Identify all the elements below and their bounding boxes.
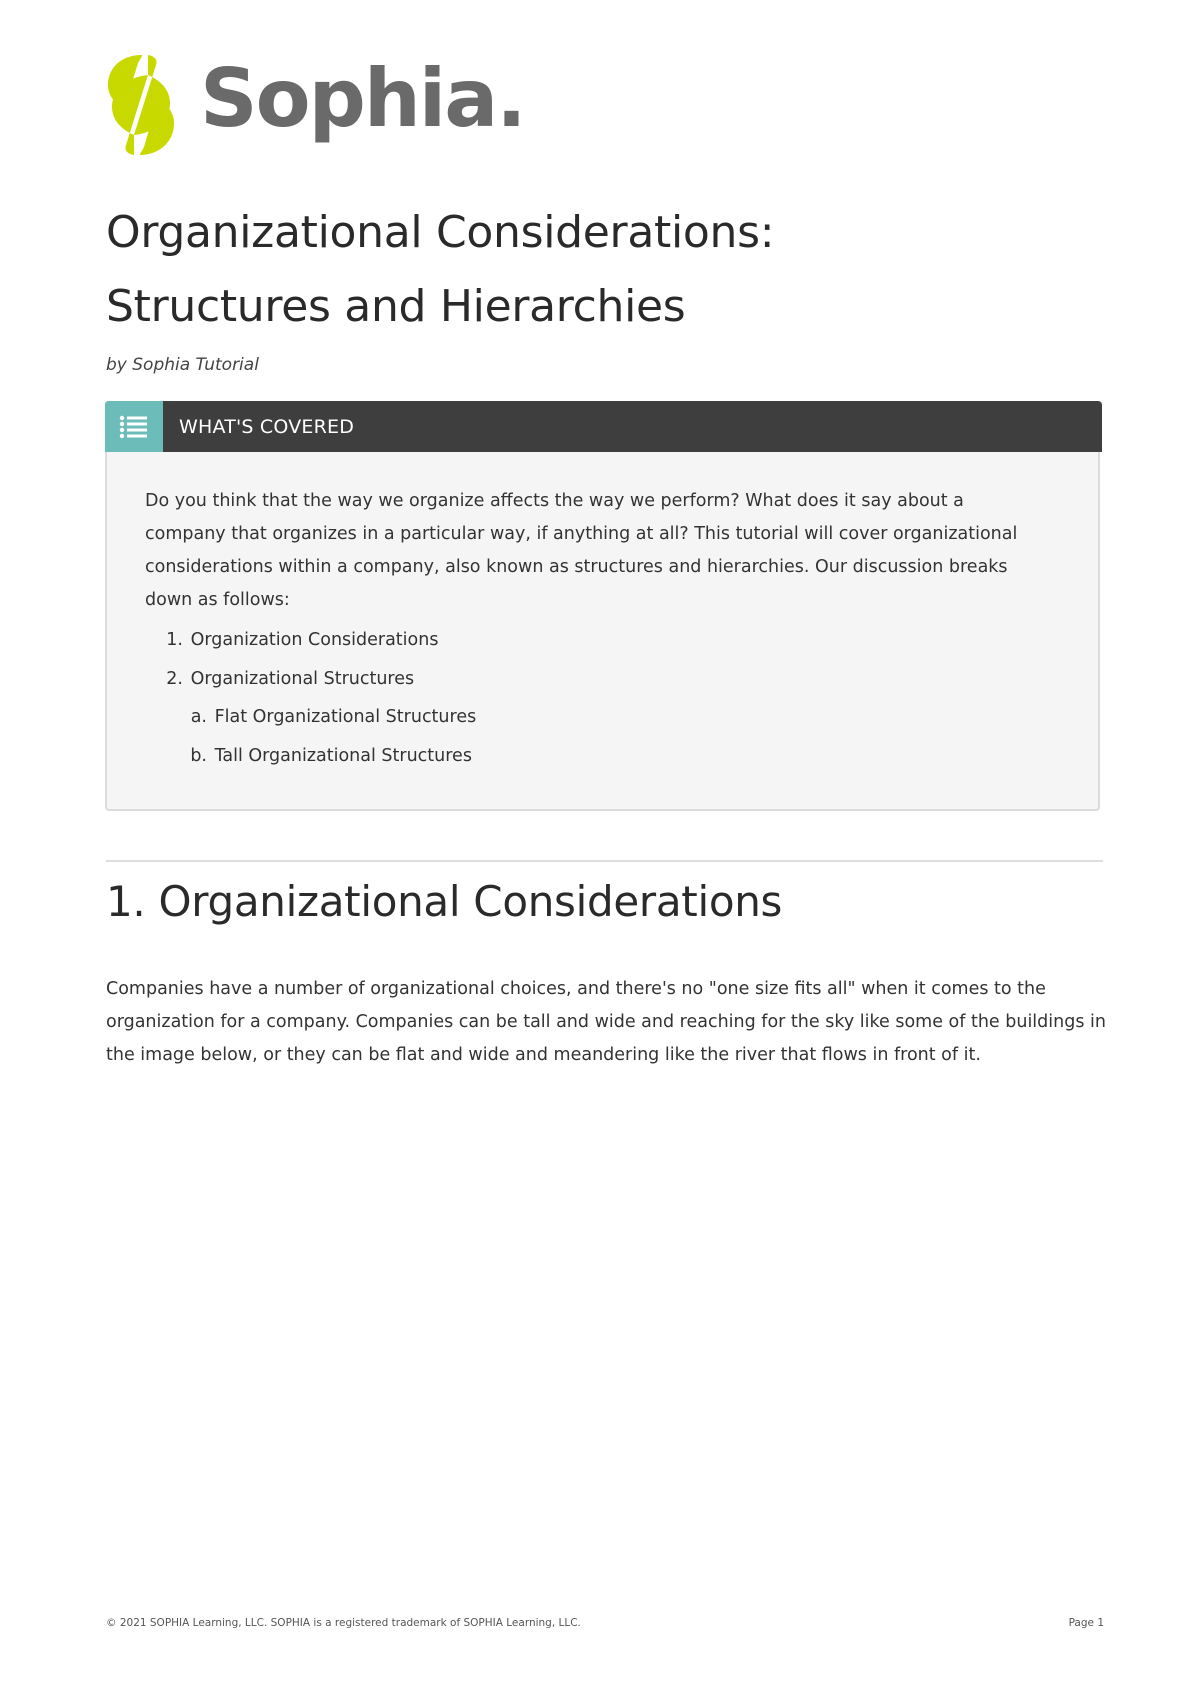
section-paragraph: Companies have a number of organizational choices, and there's no "one size fits all" when it comes to the organization for a company. Companies can be tall and wide and reaching for the sky like some of the buildings in the image below, or they can be flat and wide and meandering like the river that flows in front of it. [106, 979, 1106, 1065]
whats-covered-icon-box [105, 401, 163, 452]
whats-covered-intro: Do you think that the way we organize affects the way we perform? What does it say about a company that organizes in a particular way, if anything at all? This tutorial will cover organizational considerations within a company, also known as structures and hierarchies. Our discussion breaks down as follows: [145, 491, 1018, 610]
list-icon [119, 414, 149, 440]
toc-item: 1. Organization Considerations [166, 630, 439, 650]
page-title-line-2: Structures and Hierarchies [106, 281, 686, 332]
sophia-s-icon [104, 53, 178, 157]
toc-item: 2. Organizational Structures [166, 668, 415, 689]
whats-covered-body [145, 485, 1045, 775]
toc-list [145, 621, 1045, 775]
page-title-line-1: Organizational Considerations: [106, 207, 775, 258]
sophia-logo [104, 52, 525, 158]
toc-subitem: a. Flat Organizational Structures [190, 707, 477, 727]
toc-subitem: b. Tall Organizational Structures [190, 745, 472, 766]
section-heading: 1. Organizational Considerations [106, 877, 783, 926]
sophia-wordmark: Sophia. [200, 52, 525, 145]
section-divider [106, 860, 1103, 862]
whats-covered-box [105, 401, 1100, 811]
footer-page-number: Page 1 [1068, 1617, 1104, 1629]
footer-copyright: © 2021 SOPHIA Learning, LLC. SOPHIA is a registered trademark of SOPHIA Learning, LLC. [106, 1617, 581, 1629]
whats-covered-header [105, 401, 1102, 452]
page-title [106, 196, 1106, 344]
author-byline: by Sophia Tutorial [106, 355, 259, 375]
whats-covered-heading: WHAT'S COVERED [179, 415, 355, 438]
